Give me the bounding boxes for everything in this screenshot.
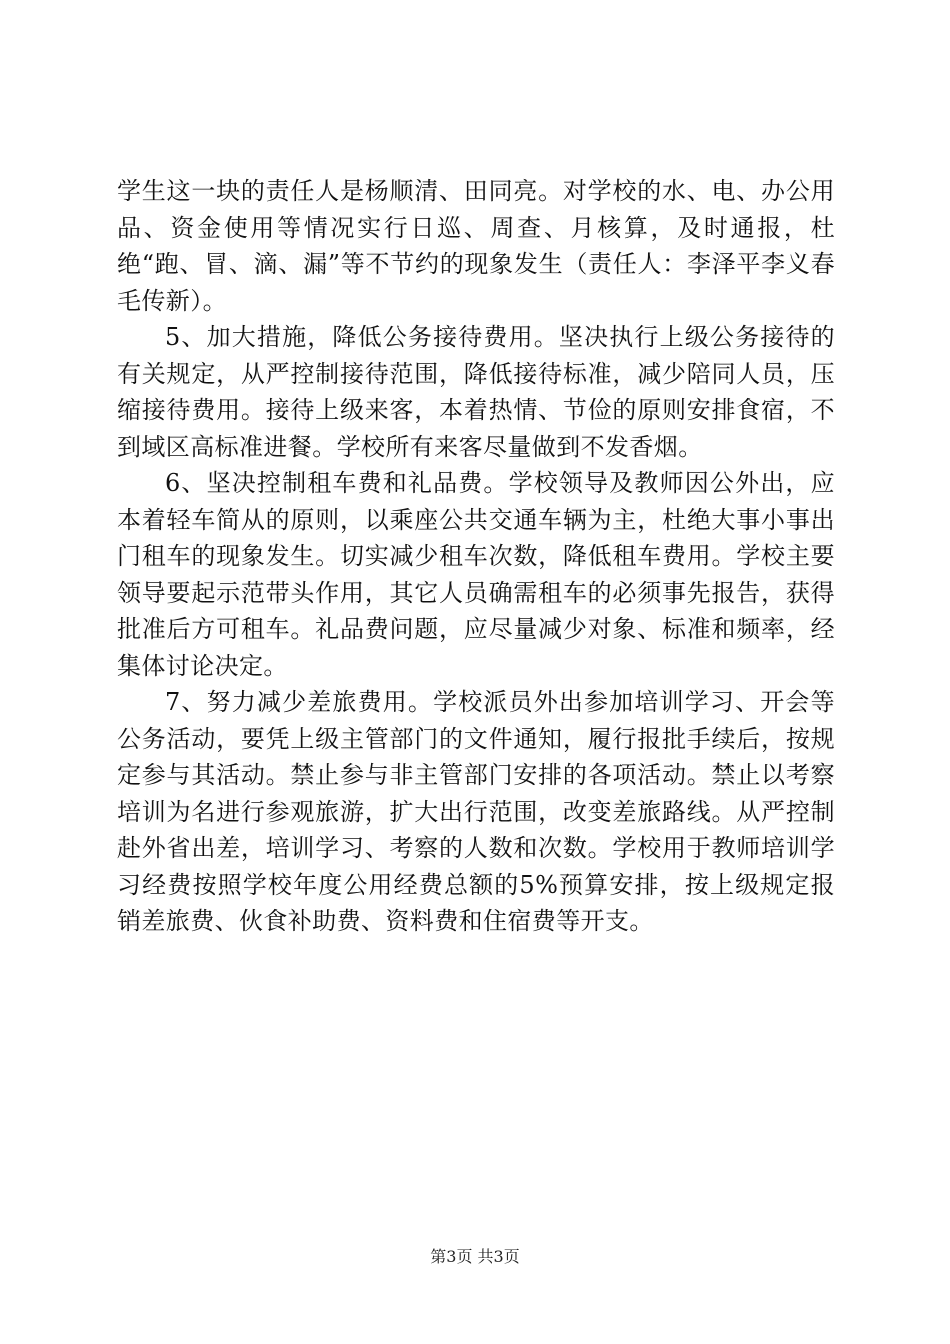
document-body	[117, 173, 835, 940]
paragraph-continued: 学生这一块的责任人是杨顺清、田同亮。对学校的水、电、办公用品、资金使用等情况实行日巡、周查、月核算，及时通报，杜绝“跑、冒、滴、漏”等不节约的现象发生（责任人：李泽平李义春毛传新）。	[117, 177, 835, 315]
paragraph-item-5: 5、加大措施，降低公务接待费用。坚决执行上级公务接待的有关规定，从严控制接待范围，降低接待标准，减少陪同人员，压缩接待费用。接待上级来客，本着热情、节俭的原则安排食宿，不到域区高标准进餐。学校所有来客尽量做到不发香烟。	[117, 323, 835, 461]
paragraph-item-7: 7、努力减少差旅费用。学校派员外出参加培训学习、开会等公务活动，要凭上级主管部门的文件通知，履行报批手续后，按规定参与其活动。禁止参与非主管部门安排的各项活动。禁止以考察培训为名进行参观旅游，扩大出行范围，改变差旅路线。从严控制赴外省出差，培训学习、考察的人数和次数。学校用于教师培训学习经费按照学校年度公用经费总额的5%预算安排，按上级规定报销差旅费、伙食补助费、资料费和住宿费等开支。	[117, 688, 835, 935]
paragraph-item-6: 6、坚决控制租车费和礼品费。学校领导及教师因公外出，应本着轻车简从的原则，以乘座公共交通车辆为主，杜绝大事小事出门租车的现象发生。切实减少租车次数，降低租车费用。学校主要领导要起示范带头作用，其它人员确需租车的必须事先报告，获得批准后方可租车。礼品费问题，应尽量减少对象、标准和频率，经集体讨论决定。	[117, 469, 835, 680]
page-number-footer: 第3页 共3页	[430, 1247, 520, 1266]
